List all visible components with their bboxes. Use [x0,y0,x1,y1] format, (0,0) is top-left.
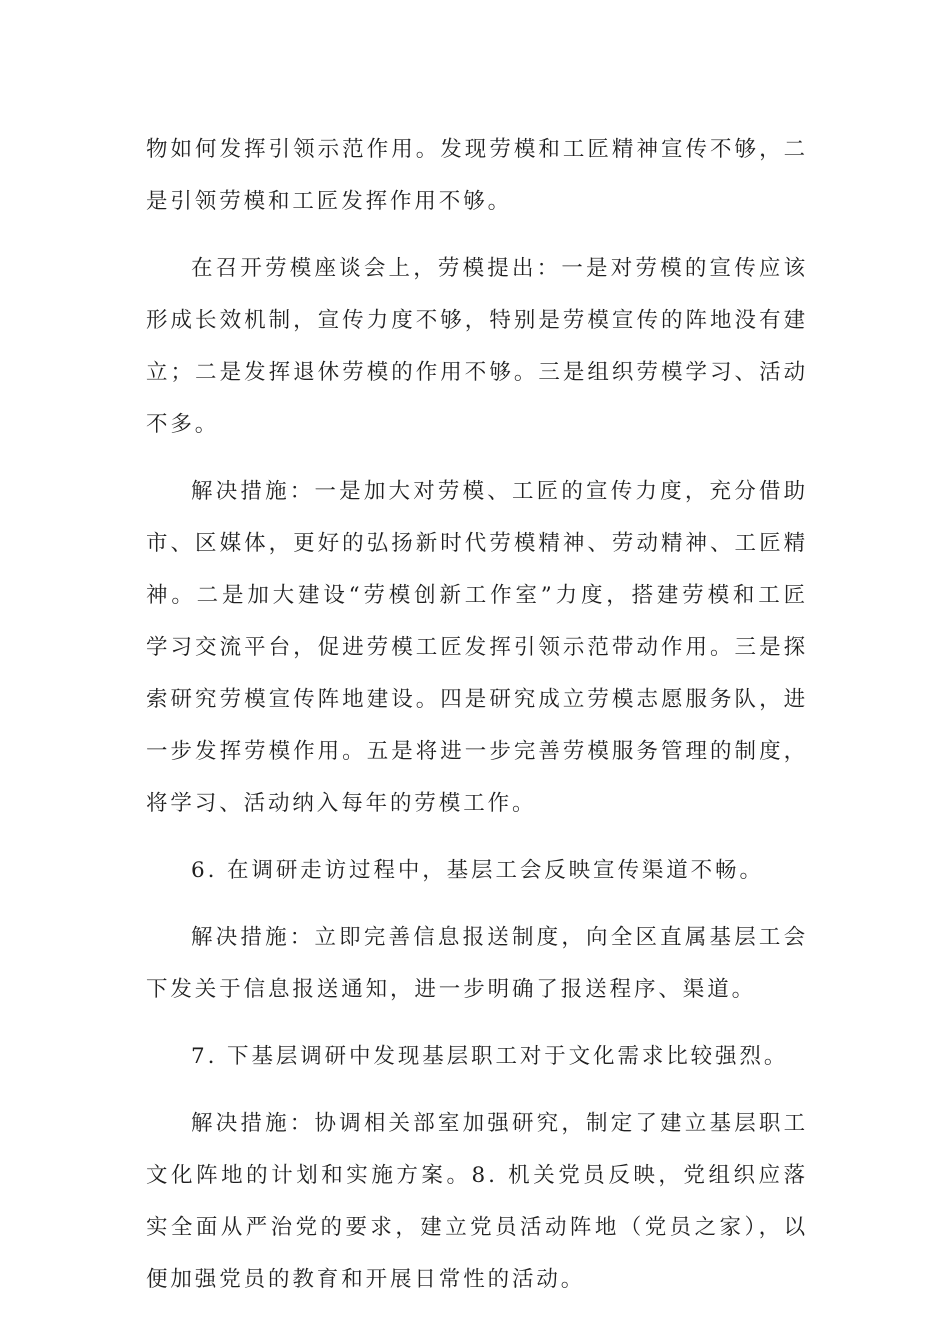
paragraph-item-6: 6. 在调研走访过程中，基层工会反映宣传渠道不畅。 [191,858,764,883]
document-page [146,124,808,1321]
paragraph-model-workers-forum: 在召开劳模座谈会上，劳模提出：一是对劳模的宣传应该形成长效机制，宣传力度不够，特别是劳模宣传的阵地没有建立；二是发挥退休劳模的作用不够。三是组织劳模学习、活动不多。 [146,256,808,437]
paragraph-item-7: 7. 下基层调研中发现基层职工对于文化需求比较强烈。 [191,1044,789,1069]
paragraph-solution-measures-3: 解决措施：协调相关部室加强研究，制定了建立基层职工文化阵地的计划和实施方案。8. 机关党员反映，党组织应落实全面从严治党的要求，建立党员活动阵地（党员之家），以便加强党员的教育和开展日常性的活动。 [146,1111,808,1292]
paragraph-solution-measures-2: 解决措施：立即完善信息报送制度，向全区直属基层工会下发关于信息报送通知，进一步明确了报送程序、渠道。 [146,925,808,1002]
paragraph-continuation: 物如何发挥引领示范作用。发现劳模和工匠精神宣传不够，二是引领劳模和工匠发挥作用不够。 [146,137,808,214]
paragraph-solution-measures-1: 解决措施：一是加大对劳模、工匠的宣传力度，充分借助市、区媒体，更好的弘扬新时代劳模精神、劳动精神、工匠精神。二是加大建设“劳模创新工作室”力度，搭建劳模和工匠学习交流平台，促进劳模工匠发挥引领示范带动作用。三是探索研究劳模宣传阵地建设。四是研究成立劳模志愿服务队，进一步发挥劳模作用。五是将进一步完善劳模服务管理的制度，将学习、活动纳入每年的劳模工作。 [146,479,808,816]
